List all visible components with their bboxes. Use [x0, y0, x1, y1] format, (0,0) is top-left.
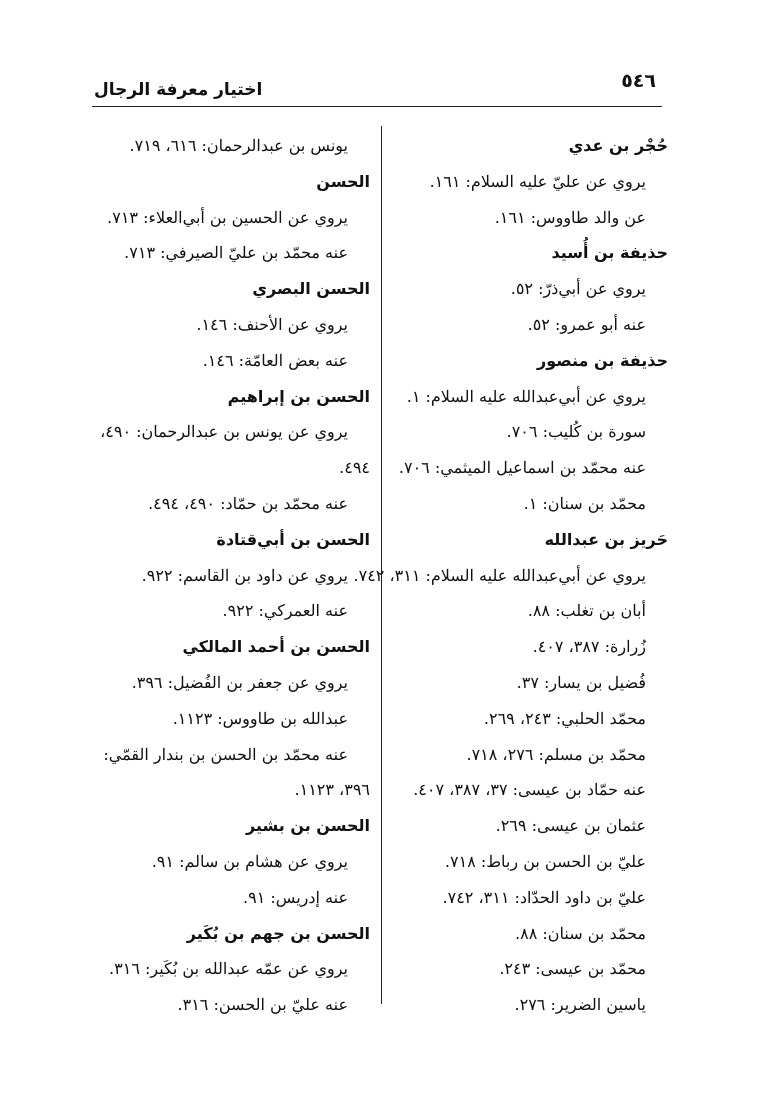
entry-line: عنه بعض العامّة: ١٤٦. [202, 350, 348, 370]
entry-line: يروي عن الأحنف: ١٤٦. [196, 314, 348, 334]
entry-line: زُرارة: ٣٨٧، ٤٠٧. [532, 637, 646, 657]
entry-line: يروي عن يونس بن عبدالرحمان: ٤٩٠، [100, 422, 348, 442]
entry-heading: الحسن بن إبراهيم [227, 386, 370, 406]
entry-heading: الحسن بن بشير [245, 816, 370, 836]
entry-line: سورة بن كُليب: ٧٠٦. [506, 422, 646, 442]
entry-line: ٤٩٤. [339, 458, 370, 478]
entry-line: يروي عن الحسين بن أبي‌العلاء: ٧١٣. [107, 207, 348, 227]
entry-heading: الحسن بن أبي‌قتادة [216, 529, 370, 549]
entry-line: عنه أبو عمرو: ٥٢. [527, 314, 646, 334]
entry-heading: حُجْر بن عدي [568, 136, 668, 155]
entry-line: عنه عليّ بن الحسن: ٣١٦. [177, 995, 348, 1015]
entry-line: أبان بن تغلب: ٨٨. [527, 601, 646, 621]
entry-heading: الحسن [316, 171, 370, 191]
entry-line: يروي عن داود بن القاسم: ٩٢٢. [141, 565, 348, 585]
entry-line: محمّد بن عيسى: ٢٤٣. [499, 959, 646, 979]
entry-line: عنه إدريس: ٩١. [243, 887, 348, 907]
entry-heading: الحسن بن أحمد المالكي [182, 637, 370, 657]
entry-line: يروي عن أبي‌عبدالله عليه السلام: ٣١١، ٧٤٢. [353, 565, 646, 585]
page-header [92, 70, 662, 107]
entry-line: يروي عن جعفر بن الفُضيل: ٣٩٦. [131, 672, 348, 692]
entry-line: ياسين الضرير: ٢٧٦. [514, 995, 646, 1015]
entry-line: عنه محمّد بن الحسن بن بندار القمّي: [103, 744, 348, 764]
entry-heading: الحسن بن جهم بن بُكَير [186, 923, 370, 943]
entry-line: يروي عن أبي‌عبدالله عليه السلام: ١. [406, 386, 646, 406]
entry-line: عنه محمّد بن عليّ الصيرفي: ٧١٣. [124, 243, 348, 263]
entry-heading: الحسن البصري [252, 279, 370, 299]
entry-line: عنه محمّد بن حمّاد: ٤٩٠، ٤٩٤. [148, 493, 348, 513]
running-title: اختيار معرفة الرجال [94, 80, 263, 100]
entry-line: عليّ بن الحسن بن رباط: ٧١٨. [444, 851, 646, 871]
entry-line: عنه حمّاد بن عيسى: ٣٧، ٣٨٧، ٤٠٧. [413, 780, 646, 800]
entry-line: يروي عن أبي‌ذرّ: ٥٢. [510, 279, 646, 299]
entry-line: يروي عن عمّه عبدالله بن بُكَير: ٣١٦. [109, 959, 348, 979]
entry-line: ٣٩٦، ١١٢٣. [294, 780, 370, 800]
entry-line: عنه محمّد بن اسماعيل الميثمي: ٧٠٦. [398, 458, 646, 478]
entry-heading: حذيفة بن منصور [537, 350, 668, 370]
entry-line: عنه العمركي: ٩٢٢. [222, 601, 348, 621]
entry-line: يونس بن عبدالرحمان: ٦١٦، ٧١٩. [129, 136, 348, 155]
entry-line: محمّد بن سنان: ١. [523, 493, 646, 513]
entry-line: عبدالله بن طاووس: ١١٢٣. [172, 708, 348, 728]
entry-heading: حَريز بن عبدالله [544, 529, 668, 549]
entry-line: يروي عن عليّ عليه السلام: ١٦١. [429, 171, 646, 191]
entry-line: فُضيل بن يسار: ٣٧. [516, 672, 646, 692]
entry-line: عن والد طاووس: ١٦١. [494, 207, 646, 227]
entry-line: عليّ بن داود الحدّاد: ٣١١، ٧٤٢. [442, 887, 646, 907]
page-number: ٥٤٦ [621, 70, 656, 92]
entry-heading: حذيفة بن أُسيد [551, 243, 668, 263]
entry-line: يروي عن هشام بن سالم: ٩١. [151, 851, 348, 871]
entry-line: محمّد بن سنان: ٨٨. [515, 923, 646, 943]
left-column [85, 128, 370, 1023]
entry-line: عثمان بن عيسى: ٢٦٩. [495, 816, 646, 836]
entry-line: محمّد الحلبي: ٢٤٣، ٢٦٩. [483, 708, 646, 728]
entry-line: محمّد بن مسلم: ٢٧٦، ٧١٨. [466, 744, 646, 764]
